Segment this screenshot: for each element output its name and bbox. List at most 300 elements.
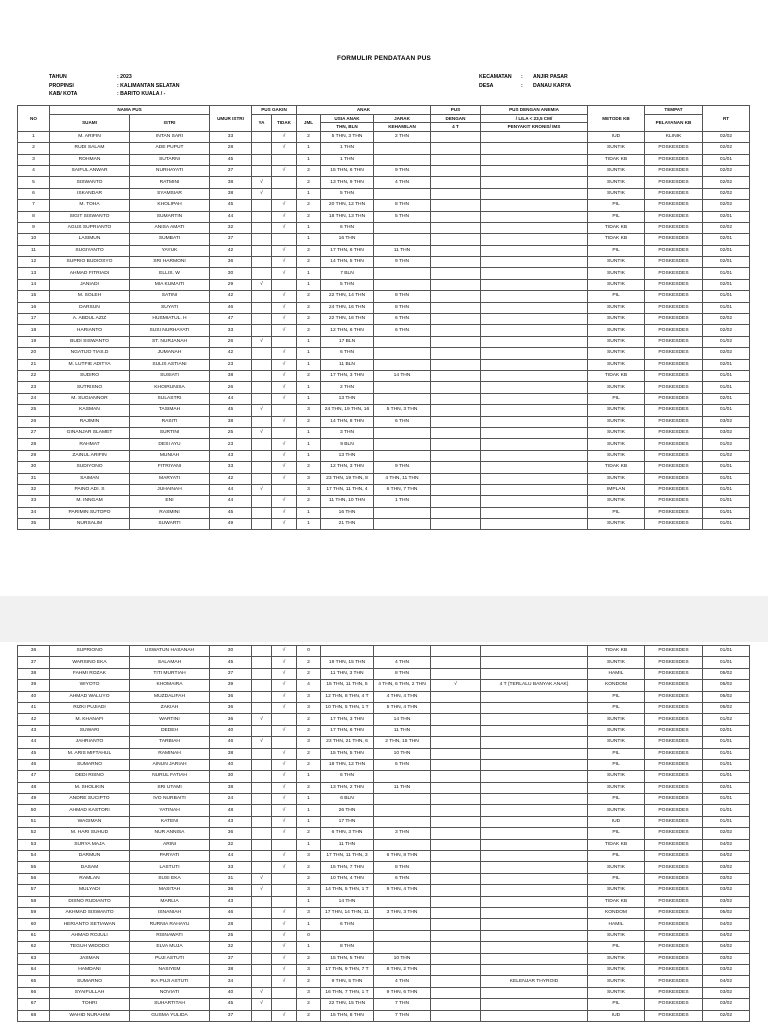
cell-no: 27 <box>18 427 50 438</box>
cell-pus-4t <box>431 896 481 907</box>
cell-anemia: KELENJAR THYROID <box>481 976 588 987</box>
cell-anemia <box>481 200 588 211</box>
table-row <box>18 519 750 530</box>
cell-gakin-tidak: √ <box>272 816 297 827</box>
cell-jml-anak: 2 <box>297 759 321 770</box>
cell-metode-kb: TIDAK KB <box>588 839 645 850</box>
cell-tempat-pelayanan: POSKESDES <box>645 953 703 964</box>
cell-rt: 03/02 <box>703 416 750 427</box>
cell-gakin-tidak: √ <box>272 862 297 873</box>
cell-gakin-ya: √ <box>252 427 272 438</box>
col-anak: ANAK <box>297 106 431 115</box>
cell-istri: FITRIYANI <box>130 462 210 473</box>
cell-jml-anak: 1 <box>297 450 321 461</box>
table-row <box>18 211 750 222</box>
cell-jml-anak: 1 <box>297 382 321 393</box>
cell-tempat-pelayanan: POSKESDES <box>645 668 703 679</box>
cell-no: 55 <box>18 862 50 873</box>
cell-gakin-tidak: √ <box>272 439 297 450</box>
cell-istri: KHOIRUNISA <box>130 382 210 393</box>
cell-pus-4t <box>431 794 481 805</box>
cell-jarak-kehamilan <box>374 439 431 450</box>
cell-anemia <box>481 154 588 165</box>
cell-pus-4t <box>431 907 481 918</box>
cell-tempat-pelayanan: POSKESDES <box>645 393 703 404</box>
cell-istri: ZAKIAH <box>130 702 210 713</box>
cell-no: 20 <box>18 348 50 359</box>
table-row <box>18 987 750 998</box>
cell-gakin-ya <box>252 691 272 702</box>
cell-tempat-pelayanan: POSKESDES <box>645 646 703 657</box>
info-propinsi <box>49 82 180 91</box>
cell-metode-kb: IMPLAN <box>588 484 645 495</box>
info-tahun <box>49 73 180 82</box>
cell-pus-4t <box>431 291 481 302</box>
table-row <box>18 839 750 850</box>
cell-anemia <box>481 816 588 827</box>
cell-gakin-tidak: √ <box>272 691 297 702</box>
cell-pus-4t <box>431 759 481 770</box>
cell-pus-4t <box>431 450 481 461</box>
cell-tempat-pelayanan: POSKESDES <box>645 496 703 507</box>
cell-suami: M. KHANAFI <box>50 714 130 725</box>
cell-pus-4t <box>431 748 481 759</box>
table-row <box>18 862 750 873</box>
info-kecamatan <box>479 73 571 82</box>
cell-gakin-tidak: √ <box>272 143 297 154</box>
cell-gakin-ya <box>252 165 272 176</box>
cell-gakin-tidak: √ <box>272 519 297 530</box>
table-row <box>18 702 750 713</box>
cell-istri: NUR ANNISA <box>130 828 210 839</box>
cell-umur-istri: 38 <box>210 416 252 427</box>
cell-istri: IVO NURBAITI <box>130 794 210 805</box>
cell-rt: 05/02 <box>703 680 750 691</box>
cell-gakin-tidak: √ <box>272 222 297 233</box>
cell-jarak-kehamilan <box>374 816 431 827</box>
cell-pus-4t <box>431 222 481 233</box>
cell-pus-4t <box>431 393 481 404</box>
cell-usia-anak <box>321 930 374 941</box>
cell-umur-istri: 24 <box>210 794 252 805</box>
cell-pus-4t <box>431 737 481 748</box>
cell-rt: 03/02 <box>703 896 750 907</box>
cell-usia-anak: 11 BLN <box>321 359 374 370</box>
cell-no: 43 <box>18 725 50 736</box>
cell-rt: 03/02 <box>703 885 750 896</box>
cell-jml-anak: 1 <box>297 794 321 805</box>
cell-jml-anak: 3 <box>297 851 321 862</box>
cell-usia-anak <box>321 646 374 657</box>
cell-jarak-kehamilan: 1 THN <box>374 496 431 507</box>
cell-jml-anak: 2 <box>297 462 321 473</box>
cell-pus-4t <box>431 862 481 873</box>
table-row <box>18 188 750 199</box>
cell-tempat-pelayanan: POSKESDES <box>645 257 703 268</box>
cell-suami: HAMDANI <box>50 964 130 975</box>
cell-pus-4t <box>431 930 481 941</box>
cell-usia-anak: 13 THN, 2 THN <box>321 782 374 793</box>
cell-jml-anak: 1 <box>297 919 321 930</box>
cell-tempat-pelayanan: POSKESDES <box>645 507 703 518</box>
cell-jml-anak: 2 <box>297 211 321 222</box>
table-row <box>18 336 750 347</box>
cell-no: 60 <box>18 919 50 930</box>
cell-istri: MARLIA <box>130 896 210 907</box>
cell-rt: 01/01 <box>703 771 750 782</box>
cell-pus-4t <box>431 828 481 839</box>
cell-anemia <box>481 737 588 748</box>
cell-umur-istri: 44 <box>210 851 252 862</box>
cell-tempat-pelayanan: POSKESDES <box>645 336 703 347</box>
cell-jml-anak: 2 <box>297 200 321 211</box>
cell-rt: 02/01 <box>703 257 750 268</box>
cell-metode-kb: IUD <box>588 1010 645 1021</box>
cell-no: 9 <box>18 222 50 233</box>
cell-anemia <box>481 896 588 907</box>
cell-istri: RURNIA RAHAYU <box>130 919 210 930</box>
cell-jarak-kehamilan <box>374 507 431 518</box>
cell-rt: 01/02 <box>703 450 750 461</box>
table-row <box>18 507 750 518</box>
cell-anemia <box>481 748 588 759</box>
cell-gakin-ya <box>252 473 272 484</box>
cell-metode-kb: SUNTIK <box>588 348 645 359</box>
cell-suami: DISNO RUDIANTO <box>50 896 130 907</box>
cell-tempat-pelayanan: POSKESDES <box>645 484 703 495</box>
cell-umur-istri: 44 <box>210 484 252 495</box>
cell-umur-istri: 40 <box>210 987 252 998</box>
cell-anemia <box>481 370 588 381</box>
cell-rt: 05/02 <box>703 702 750 713</box>
cell-jarak-kehamilan: 6 THN <box>374 416 431 427</box>
cell-anemia <box>481 393 588 404</box>
cell-rt: 01/01 <box>703 405 750 416</box>
cell-usia-anak: 17 THN, 3 THN <box>321 714 374 725</box>
col-metode-kb: METODE KB <box>588 106 645 132</box>
cell-tempat-pelayanan: POSKESDES <box>645 359 703 370</box>
cell-rt: 01/01 <box>703 473 750 484</box>
cell-umur-istri: 32 <box>210 839 252 850</box>
cell-umur-istri: 43 <box>210 450 252 461</box>
col-pus-dengan-4t: PUS <box>431 106 481 115</box>
cell-jarak-kehamilan: 8 THN <box>374 291 431 302</box>
table-row <box>18 416 750 427</box>
cell-no: 37 <box>18 657 50 668</box>
cell-istri: SUYATI <box>130 302 210 313</box>
cell-istri: MUZDALIFAH <box>130 691 210 702</box>
cell-jarak-kehamilan: 6 THN <box>374 759 431 770</box>
cell-metode-kb: SUNTIK <box>588 771 645 782</box>
cell-gakin-tidak: √ <box>272 359 297 370</box>
cell-usia-anak: 12 THN, 3 THN <box>321 462 374 473</box>
header-row-top <box>18 106 750 115</box>
cell-rt: 01/01 <box>703 816 750 827</box>
cell-usia-anak: 18 THN, 13 THN <box>321 211 374 222</box>
cell-jml-anak: 2 <box>297 177 321 188</box>
cell-usia-anak: 13 THN, 9 THN <box>321 177 374 188</box>
cell-jml-anak: 1 <box>297 896 321 907</box>
cell-gakin-ya: √ <box>252 336 272 347</box>
cell-tempat-pelayanan: POSKESDES <box>645 828 703 839</box>
table-row <box>18 771 750 782</box>
cell-tempat-pelayanan: POSKESDES <box>645 416 703 427</box>
cell-umur-istri: 25 <box>210 427 252 438</box>
cell-no: 12 <box>18 257 50 268</box>
info-label: PROPINSI <box>49 82 74 89</box>
cell-tempat-pelayanan: POSKESDES <box>645 279 703 290</box>
cell-no: 21 <box>18 359 50 370</box>
cell-no: 8 <box>18 211 50 222</box>
cell-jml-anak: 2 <box>297 782 321 793</box>
cell-usia-anak: 6 THN <box>321 919 374 930</box>
cell-istri: YATINAH <box>130 805 210 816</box>
cell-istri: RASITI <box>130 416 210 427</box>
cell-gakin-tidak <box>272 427 297 438</box>
cell-gakin-tidak: √ <box>272 930 297 941</box>
cell-gakin-ya <box>252 325 272 336</box>
cell-rt: 01/01 <box>703 794 750 805</box>
cell-metode-kb: PIL <box>588 245 645 256</box>
table-row <box>18 1010 750 1021</box>
cell-jml-anak: 1 <box>297 279 321 290</box>
cell-gakin-ya <box>252 507 272 518</box>
cell-no: 52 <box>18 828 50 839</box>
cell-no: 46 <box>18 759 50 770</box>
cell-jml-anak: 1 <box>297 507 321 518</box>
cell-anemia <box>481 484 588 495</box>
cell-metode-kb: PIL <box>588 794 645 805</box>
table-row <box>18 828 750 839</box>
col-pus-gakin: PUS GAKIN <box>252 106 297 115</box>
cell-metode-kb: SUNTIK <box>588 450 645 461</box>
cell-suami: DEDI RISNO <box>50 771 130 782</box>
cell-umur-istri: 33 <box>210 862 252 873</box>
cell-istri: TARBIAH <box>130 737 210 748</box>
pus-data-table-continued <box>17 645 750 1022</box>
cell-usia-anak: 15 THN, 7 THN <box>321 862 374 873</box>
cell-pus-4t <box>431 336 481 347</box>
cell-umur-istri: 42 <box>210 245 252 256</box>
cell-metode-kb: SUNTIK <box>588 359 645 370</box>
cell-anemia <box>481 657 588 668</box>
cell-gakin-tidak: √ <box>272 794 297 805</box>
cell-umur-istri: 37 <box>210 668 252 679</box>
cell-metode-kb: PIL <box>588 873 645 884</box>
cell-gakin-tidak <box>272 188 297 199</box>
cell-no: 22 <box>18 370 50 381</box>
cell-anemia <box>481 999 588 1010</box>
table-row <box>18 291 750 302</box>
cell-jml-anak: 2 <box>297 291 321 302</box>
cell-jml-anak: 1 <box>297 143 321 154</box>
cell-suami: LASIMUN <box>50 234 130 245</box>
cell-metode-kb: HAMIL <box>588 668 645 679</box>
cell-istri: SRI UTAMI <box>130 782 210 793</box>
cell-jml-anak: 1 <box>297 234 321 245</box>
cell-istri: KATENI <box>130 816 210 827</box>
cell-gakin-tidak <box>272 987 297 998</box>
cell-suami: RAJIMIN <box>50 416 130 427</box>
cell-usia-anak: 12 THN, 6 THN <box>321 325 374 336</box>
cell-pus-4t <box>431 964 481 975</box>
cell-gakin-ya <box>252 143 272 154</box>
cell-gakin-ya <box>252 211 272 222</box>
col-anemia-3: PENYAKIT KRONIS/ IMS <box>481 123 588 132</box>
cell-anemia <box>481 725 588 736</box>
cell-umur-istri: 43 <box>210 896 252 907</box>
cell-gakin-ya <box>252 393 272 404</box>
cell-jml-anak: 2 <box>297 370 321 381</box>
cell-jarak-kehamilan <box>374 646 431 657</box>
col-jarak-2: KEHAMILAN <box>374 123 431 132</box>
cell-pus-4t <box>431 714 481 725</box>
cell-gakin-ya <box>252 782 272 793</box>
cell-gakin-ya <box>252 450 272 461</box>
cell-jarak-kehamilan <box>374 279 431 290</box>
cell-anemia <box>481 211 588 222</box>
cell-suami: AKHMAD SISWANTO <box>50 907 130 918</box>
cell-no: 5 <box>18 177 50 188</box>
cell-anemia <box>481 782 588 793</box>
cell-no: 24 <box>18 393 50 404</box>
cell-jml-anak: 3 <box>297 907 321 918</box>
cell-jarak-kehamilan: 11 THN <box>374 782 431 793</box>
cell-anemia <box>481 919 588 930</box>
cell-metode-kb: SUNTIK <box>588 953 645 964</box>
table-row <box>18 691 750 702</box>
cell-jml-anak: 2 <box>297 725 321 736</box>
cell-usia-anak: 17 THN, 14 THN, 11 <box>321 907 374 918</box>
col-umur-istri: UMUR ISTRI <box>210 106 252 132</box>
cell-pus-4t <box>431 405 481 416</box>
cell-rt: 04/02 <box>703 942 750 953</box>
cell-umur-istri: 33 <box>210 462 252 473</box>
cell-gakin-ya <box>252 748 272 759</box>
cell-jarak-kehamilan: 6 THN, 8 THN <box>374 851 431 862</box>
cell-gakin-ya <box>252 359 272 370</box>
cell-anemia <box>481 519 588 530</box>
cell-umur-istri: 23 <box>210 359 252 370</box>
table-row <box>18 725 750 736</box>
cell-jarak-kehamilan: 6 THN <box>374 873 431 884</box>
table-row <box>18 976 750 987</box>
cell-rt: 02/02 <box>703 348 750 359</box>
cell-rt: 04/02 <box>703 930 750 941</box>
table-row <box>18 427 750 438</box>
cell-jml-anak: 1 <box>297 393 321 404</box>
cell-jarak-kehamilan: 9 THN <box>374 257 431 268</box>
cell-gakin-tidak: √ <box>272 291 297 302</box>
table-row <box>18 234 750 245</box>
cell-no: 67 <box>18 999 50 1010</box>
cell-rt: 02/02 <box>703 222 750 233</box>
cell-gakin-ya <box>252 862 272 873</box>
cell-gakin-tidak <box>272 714 297 725</box>
cell-gakin-tidak: √ <box>272 748 297 759</box>
cell-usia-anak: 17 THN <box>321 816 374 827</box>
cell-jarak-kehamilan: 10 THN <box>374 953 431 964</box>
cell-usia-anak: 22 THN, 15 THN <box>321 999 374 1010</box>
cell-metode-kb: SUNTIK <box>588 314 645 325</box>
cell-suami: SUPRIO BUDIOSYO <box>50 257 130 268</box>
cell-usia-anak: 24 THN, 16 THN <box>321 302 374 313</box>
cell-istri: LASTUTI <box>130 862 210 873</box>
cell-gakin-ya: √ <box>252 177 272 188</box>
cell-jml-anak: 1 <box>297 348 321 359</box>
cell-tempat-pelayanan: POSKESDES <box>645 737 703 748</box>
cell-anemia <box>481 336 588 347</box>
cell-usia-anak: 13 THN <box>321 450 374 461</box>
cell-istri: SUMARTIN <box>130 211 210 222</box>
cell-istri: SUMBATI <box>130 234 210 245</box>
cell-gakin-ya <box>252 805 272 816</box>
cell-gakin-ya <box>252 953 272 964</box>
cell-gakin-ya <box>252 348 272 359</box>
cell-suami: M. SUGIANNOR <box>50 393 130 404</box>
info-label: TAHUN <box>49 74 67 80</box>
cell-umur-istri: 36 <box>210 702 252 713</box>
cell-metode-kb: SUNTIK <box>588 714 645 725</box>
cell-tempat-pelayanan: POSKESDES <box>645 714 703 725</box>
cell-jml-anak: 2 <box>297 862 321 873</box>
cell-pus-4t <box>431 302 481 313</box>
cell-gakin-ya <box>252 668 272 679</box>
cell-jml-anak: 2 <box>297 325 321 336</box>
cell-gakin-tidak: √ <box>272 450 297 461</box>
cell-suami: JAHRIANTO <box>50 737 130 748</box>
cell-no: 61 <box>18 930 50 941</box>
cell-jml-anak: 3 <box>297 987 321 998</box>
cell-anemia <box>481 953 588 964</box>
cell-gakin-tidak: √ <box>272 165 297 176</box>
cell-gakin-tidak: √ <box>272 782 297 793</box>
cell-anemia <box>481 862 588 873</box>
cell-gakin-ya <box>252 771 272 782</box>
table-row <box>18 668 750 679</box>
table-row <box>18 177 750 188</box>
cell-tempat-pelayanan: POSKESDES <box>645 405 703 416</box>
table-row <box>18 885 750 896</box>
cell-pus-4t <box>431 646 481 657</box>
cell-umur-istri: 46 <box>210 302 252 313</box>
cell-jarak-kehamilan: 8 THN <box>374 200 431 211</box>
cell-usia-anak: 17 THN, 11 THN, 4 <box>321 484 374 495</box>
cell-usia-anak: 8 THN <box>321 942 374 953</box>
cell-anemia <box>481 507 588 518</box>
col-anemia: PUS DENGAN ANEMIA <box>481 106 588 115</box>
cell-umur-istri: 28 <box>210 919 252 930</box>
cell-metode-kb: SUNTIK <box>588 496 645 507</box>
right-info-block <box>479 73 571 90</box>
cell-gakin-tidak: √ <box>272 942 297 953</box>
cell-no: 48 <box>18 782 50 793</box>
col-usia-anak: USIA ANAK <box>321 114 374 123</box>
cell-pus-4t <box>431 177 481 188</box>
cell-pus-4t <box>431 234 481 245</box>
cell-gakin-tidak: √ <box>272 668 297 679</box>
cell-jarak-kehamilan <box>374 268 431 279</box>
cell-jml-anak: 3 <box>297 885 321 896</box>
cell-gakin-ya: √ <box>252 484 272 495</box>
cell-istri: RAMINAH <box>130 748 210 759</box>
cell-gakin-tidak: √ <box>272 200 297 211</box>
table-row <box>18 782 750 793</box>
col-pus-dengan-4t-2: DENGAN <box>431 114 481 123</box>
cell-no: 64 <box>18 964 50 975</box>
cell-metode-kb: SUNTIK <box>588 416 645 427</box>
cell-gakin-tidak: √ <box>272 302 297 313</box>
